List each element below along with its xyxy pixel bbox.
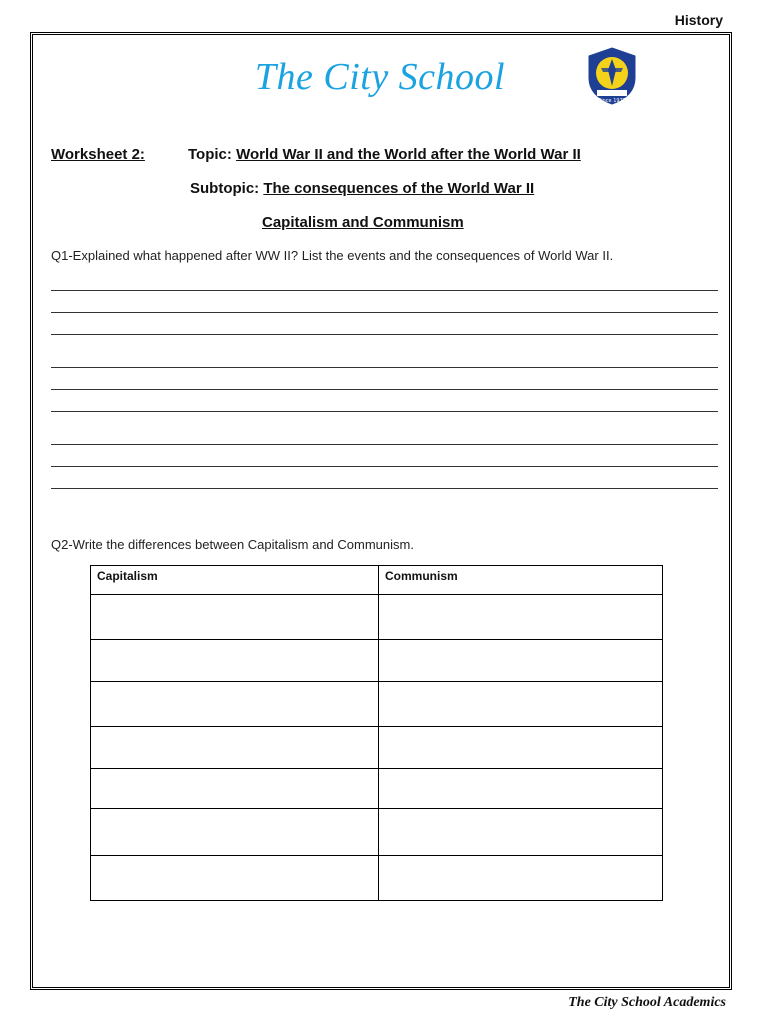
answer-line[interactable] <box>51 312 718 313</box>
answer-line[interactable] <box>51 290 718 291</box>
answer-line[interactable] <box>51 444 718 445</box>
capitalism-cell[interactable] <box>91 727 379 769</box>
answer-line[interactable] <box>51 389 718 390</box>
footer-text: The City School Academics <box>568 995 726 1010</box>
communism-cell[interactable] <box>379 640 663 682</box>
subject-label: History <box>674 12 723 28</box>
communism-cell[interactable] <box>379 595 663 640</box>
answer-line[interactable] <box>51 411 718 412</box>
answer-line[interactable] <box>51 367 718 368</box>
topic-text: World War II and the World after the World War II <box>236 146 581 163</box>
question-2: Q2-Write the differences between Capitalism and Communism. <box>51 537 414 552</box>
section-heading: Capitalism and Communism <box>262 214 464 231</box>
school-name-title: The City School <box>254 56 506 98</box>
capitalism-cell[interactable] <box>91 595 379 640</box>
table-header-communism: Communism <box>379 566 663 595</box>
capitalism-cell[interactable] <box>91 682 379 727</box>
worksheet-label: Worksheet 2: <box>51 146 145 163</box>
capitalism-cell[interactable] <box>91 809 379 856</box>
answer-line[interactable] <box>51 466 718 467</box>
topic-label: Topic: <box>188 146 232 163</box>
question-1: Q1-Explained what happened after WW II? List the events and the consequences of World War II. <box>51 248 614 263</box>
capitalism-cell[interactable] <box>91 856 379 901</box>
answer-line[interactable] <box>51 488 718 489</box>
answer-line[interactable] <box>51 334 718 335</box>
capitalism-cell[interactable] <box>91 640 379 682</box>
logo-caption: Since 1978 <box>598 98 626 104</box>
communism-cell[interactable] <box>379 856 663 901</box>
capitalism-cell[interactable] <box>91 769 379 809</box>
school-crest-logo <box>585 46 639 106</box>
communism-cell[interactable] <box>379 769 663 809</box>
subtopic-text: The consequences of the World War II <box>263 180 535 197</box>
subtopic-label: Subtopic: <box>190 180 260 197</box>
communism-cell[interactable] <box>379 727 663 769</box>
communism-cell[interactable] <box>379 682 663 727</box>
table-header-capitalism: Capitalism <box>91 566 379 595</box>
communism-cell[interactable] <box>379 809 663 856</box>
comparison-table <box>90 565 663 901</box>
